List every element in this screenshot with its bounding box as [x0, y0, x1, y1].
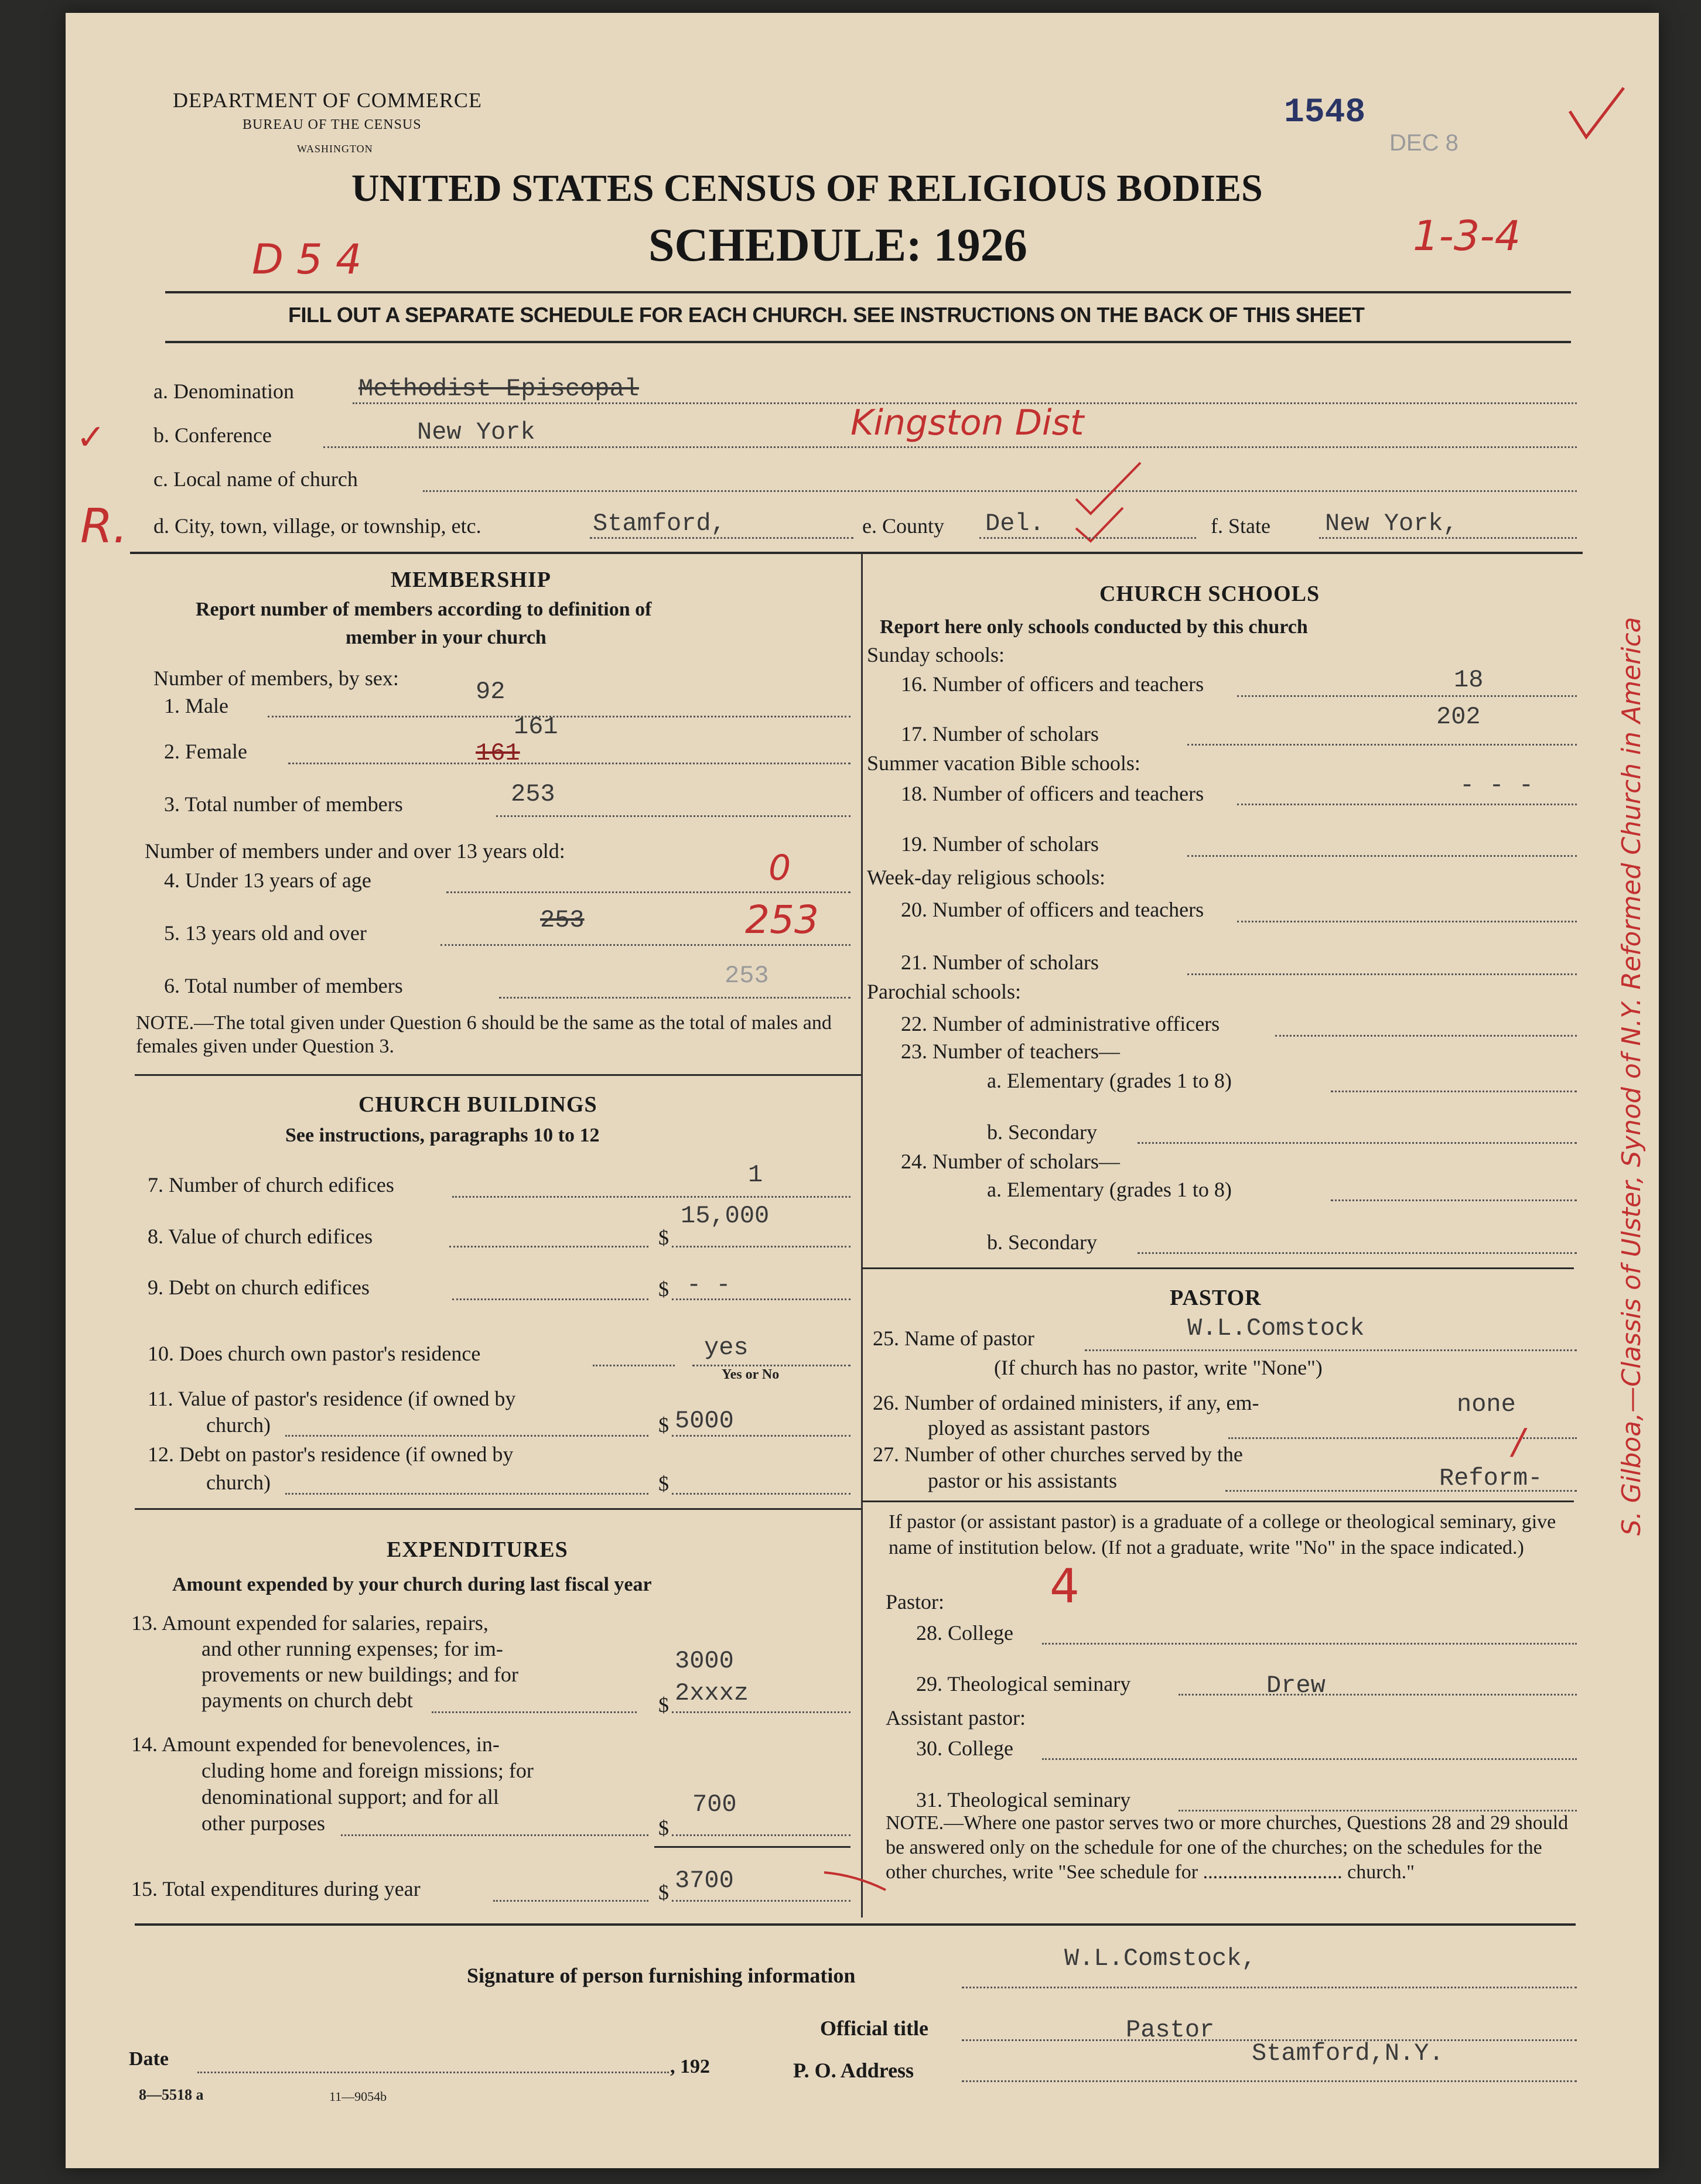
q30-label: 30. College — [916, 1737, 1013, 1760]
membership-title: MEMBERSHIP — [391, 568, 551, 592]
membership-sub1: Report number of members according to definition of — [196, 599, 652, 620]
q15-dollar: $ — [658, 1881, 669, 1904]
q31-label: 31. Theological seminary — [916, 1788, 1131, 1812]
pastor-note: NOTE.—Where one pastor serves two or more churches, Questions 28 and 29 should be answered only on the schedule for one of the churches; on the schedules for the other churches, write "See schedule for ............................ church." — [886, 1812, 1569, 1883]
state-value: New York, — [1325, 510, 1458, 538]
q12-label-b: church) — [206, 1471, 271, 1494]
q29-label: 29. Theological seminary — [916, 1672, 1131, 1696]
q28-label: 28. College — [916, 1621, 1013, 1645]
weekday-heading: Week-day religious schools: — [867, 866, 1106, 889]
buildings-sub: See instructions, paragraphs 10 to 12 — [285, 1125, 600, 1146]
sunday-heading: Sunday schools: — [867, 643, 1005, 667]
parochial-heading: Parochial schools: — [867, 980, 1021, 1003]
census-form-page — [66, 13, 1659, 2168]
q15-value: 3700 — [675, 1867, 734, 1895]
q7-label: 7. Number of church edifices — [148, 1173, 394, 1197]
date-year: , 192 — [670, 2056, 710, 2077]
q3-label: 3. Total number of members — [164, 792, 403, 816]
conference-label: b. Conference — [153, 423, 272, 447]
signature-label: Signature of person furnishing information — [467, 1964, 856, 1987]
q2-label: 2. Female — [164, 740, 247, 763]
date-label: Date — [129, 2048, 169, 2070]
q14-value: 700 — [692, 1790, 737, 1819]
q5-value: 253 — [745, 897, 819, 942]
margin-tick: ✓ — [76, 417, 106, 458]
hand-note-right: 1-3-4 — [1413, 212, 1521, 260]
q8-label: 8. Value of church edifices — [148, 1225, 373, 1248]
q27-label-a: 27. Number of other churches served by the — [873, 1443, 1243, 1466]
q11-label-a: 11. Value of pastor's residence (if owned by — [148, 1387, 516, 1410]
schools-sub: Report here only schools conducted by this church — [880, 616, 1308, 638]
q17-value: 202 — [1436, 703, 1481, 731]
membership-sub2: member in your church — [346, 627, 546, 648]
denomination-label: a. Denomination — [153, 380, 294, 403]
q14-line2: cluding home and foreign missions; for — [201, 1759, 534, 1782]
age-heading: Number of members under and over 13 years old: — [145, 839, 565, 863]
pastor-title: PASTOR — [1170, 1286, 1262, 1310]
conference-value: New York — [417, 418, 535, 446]
county-value: Del. — [985, 510, 1044, 538]
q12-dollar: $ — [658, 1472, 669, 1495]
q3-value: 253 — [511, 780, 555, 808]
q17-label: 17. Number of scholars — [901, 722, 1099, 746]
column-divider — [861, 553, 863, 1918]
q23b-label: b. Secondary — [987, 1120, 1097, 1144]
q4-value: 0 — [768, 847, 791, 888]
q15-label: 15. Total expenditures during year — [131, 1877, 421, 1901]
q26-label-b: ployed as assistant pastors — [928, 1416, 1150, 1440]
q10-value: yes — [704, 1334, 749, 1362]
q13-dollar: $ — [658, 1693, 669, 1717]
po-address-label: P. O. Address — [793, 2059, 914, 2082]
q27-label-b: pastor or his assistants — [928, 1469, 1117, 1492]
q6-value: 253 — [725, 962, 769, 990]
q14-line3: denominational support; and for all — [201, 1785, 499, 1809]
q13-line2: and other running expenses; for im- — [201, 1637, 503, 1660]
q13-value: 3000 — [675, 1647, 734, 1675]
header-rule-top — [165, 291, 1571, 293]
q5-old-value: 253 — [540, 906, 585, 934]
hand-note-left: D 5 4 — [252, 235, 362, 283]
q23-label: 23. Number of teachers— — [901, 1040, 1120, 1063]
expenditures-sub: Amount expended by your church during last fiscal year — [172, 1574, 652, 1595]
city-value: Stamford, — [593, 510, 726, 538]
q13-line3: provements or new buildings; and for — [201, 1663, 518, 1686]
q27-value: Reform- — [1439, 1464, 1543, 1492]
signature-value: W.L.Comstock, — [1064, 1944, 1256, 1973]
q1-label: 1. Male — [164, 694, 228, 717]
q8-dollar: $ — [658, 1226, 669, 1249]
instruction-line: FILL OUT A SEPARATE SCHEDULE FOR EACH CHURCH. SEE INSTRUCTIONS ON THE BACK OF THIS SHEET — [288, 303, 1365, 327]
q9-value: - - — [686, 1271, 731, 1299]
q20-label: 20. Number of officers and teachers — [901, 898, 1204, 921]
q2-value: 161 — [514, 713, 558, 741]
stamp-number: 1548 — [1284, 94, 1366, 132]
hand-four: 4 — [1050, 1559, 1080, 1614]
q22-label: 22. Number of administrative officers — [901, 1012, 1220, 1035]
q25-note: (If church has no pastor, write "None") — [994, 1356, 1323, 1379]
q11-value: 5000 — [675, 1407, 734, 1435]
section-rule — [130, 552, 1583, 554]
q8-value: 15,000 — [681, 1202, 770, 1230]
official-title-value: Pastor — [1126, 2016, 1215, 2044]
graduate-note: If pastor (or assistant pastor) is a graduate of a college or theological seminary, give name of institution below. (If not a graduate, write "No" in the space indicated.) — [889, 1511, 1556, 1558]
membership-note: NOTE.—The total given under Question 6 should be the same as the total of males and females given under Question 3. — [136, 1012, 832, 1057]
q24b-label: b. Secondary — [987, 1231, 1097, 1254]
q18-value: - - - — [1460, 771, 1534, 799]
q14-line1: 14. Amount expended for benevolences, in- — [131, 1732, 500, 1756]
form-code-2: 11—9054b — [329, 2089, 387, 2104]
schedule-title: SCHEDULE: 1926 — [648, 220, 1027, 271]
denomination-value: Methodist Episcopal — [358, 375, 639, 403]
q9-label: 9. Debt on church edifices — [148, 1276, 370, 1299]
q14-line4: other purposes — [201, 1812, 325, 1835]
header-rule-bottom — [165, 341, 1571, 343]
rule-buildings — [135, 1074, 861, 1076]
date-stamp: DEC 8 — [1389, 130, 1459, 156]
yes-no-label: Yes or No — [722, 1367, 780, 1382]
q1-value: 92 — [476, 678, 505, 706]
schools-title: CHURCH SCHOOLS — [1099, 582, 1320, 606]
q13-line1: 13. Amount expended for salaries, repairs, — [131, 1611, 489, 1635]
q12-label-a: 12. Debt on pastor's residence (if owned by — [148, 1443, 514, 1466]
margin-handwriting: S. Gilboa,—Classis of Ulster, Synod of N.Y. Reformed Church in America — [1617, 617, 1647, 1536]
bureau-label: BUREAU OF THE CENSUS — [242, 117, 422, 132]
q26-label-a: 26. Number of ordained ministers, if any, em- — [873, 1391, 1259, 1414]
check-mark-icon — [1073, 505, 1126, 546]
margin-r: R. — [80, 499, 128, 553]
state-label: f. State — [1211, 514, 1270, 538]
q5-label: 5. 13 years old and over — [164, 921, 367, 945]
q14-dollar: $ — [658, 1816, 669, 1840]
expenditures-title: EXPENDITURES — [387, 1537, 568, 1562]
q23a-label: a. Elementary (grades 1 to 8) — [987, 1069, 1232, 1092]
q11-label-b: church) — [206, 1413, 271, 1437]
official-title-label: Official title — [820, 2016, 928, 2040]
local-name-label: c. Local name of church — [153, 467, 358, 491]
q29-value: Drew — [1266, 1672, 1326, 1700]
q11-dollar: $ — [658, 1413, 669, 1437]
rule-footer — [135, 1923, 1576, 1926]
check-mark-icon — [1565, 83, 1630, 148]
form-title: UNITED STATES CENSUS OF RELIGIOUS BODIES — [351, 167, 1263, 210]
pastor-sub-label: Pastor: — [886, 1590, 945, 1614]
assistant-label: Assistant pastor: — [886, 1706, 1026, 1730]
q4-label: 4. Under 13 years of age — [164, 869, 371, 892]
county-label: e. County — [862, 514, 944, 538]
summer-heading: Summer vacation Bible schools: — [867, 751, 1140, 775]
q25-value: W.L.Comstock — [1187, 1314, 1365, 1342]
rule-expenditures — [135, 1508, 861, 1510]
q19-label: 19. Number of scholars — [901, 832, 1099, 856]
q16-label: 16. Number of officers and teachers — [901, 672, 1204, 696]
rule-pastor — [862, 1267, 1574, 1269]
conference-hand: Kingston Dist — [850, 402, 1084, 443]
dept-label: DEPARTMENT OF COMMERCE — [173, 88, 482, 112]
q24-label: 24. Number of scholars— — [901, 1150, 1120, 1173]
by-sex-label: Number of members, by sex: — [153, 667, 399, 690]
city-label: d. City, town, village, or township, etc. — [153, 514, 481, 538]
q26-value: none — [1457, 1390, 1516, 1419]
q21-label: 21. Number of scholars — [901, 951, 1099, 974]
q18-label: 18. Number of officers and teachers — [901, 782, 1204, 805]
city-label: WASHINGTON — [297, 143, 373, 155]
q10-label: 10. Does church own pastor's residence — [148, 1342, 481, 1365]
q13-line4: payments on church debt — [201, 1689, 413, 1712]
q16-value: 18 — [1454, 666, 1484, 694]
q2-old-value: 161 — [476, 739, 520, 767]
form-code-1: 8—5518 a — [139, 2086, 204, 2103]
q9-dollar: $ — [658, 1277, 669, 1301]
q24a-label: a. Elementary (grades 1 to 8) — [987, 1178, 1232, 1201]
q13-value-overtyped: 2xxxz — [675, 1679, 749, 1707]
buildings-title: CHURCH BUILDINGS — [358, 1092, 597, 1117]
q6-label: 6. Total number of members — [164, 974, 403, 997]
arrow-mark-icon — [821, 1858, 892, 1905]
q27-tick: / — [1512, 1421, 1525, 1462]
q7-value: 1 — [748, 1161, 763, 1189]
q25-label: 25. Name of pastor — [873, 1327, 1034, 1350]
po-address-value: Stamford,N.Y. — [1252, 2039, 1444, 2067]
